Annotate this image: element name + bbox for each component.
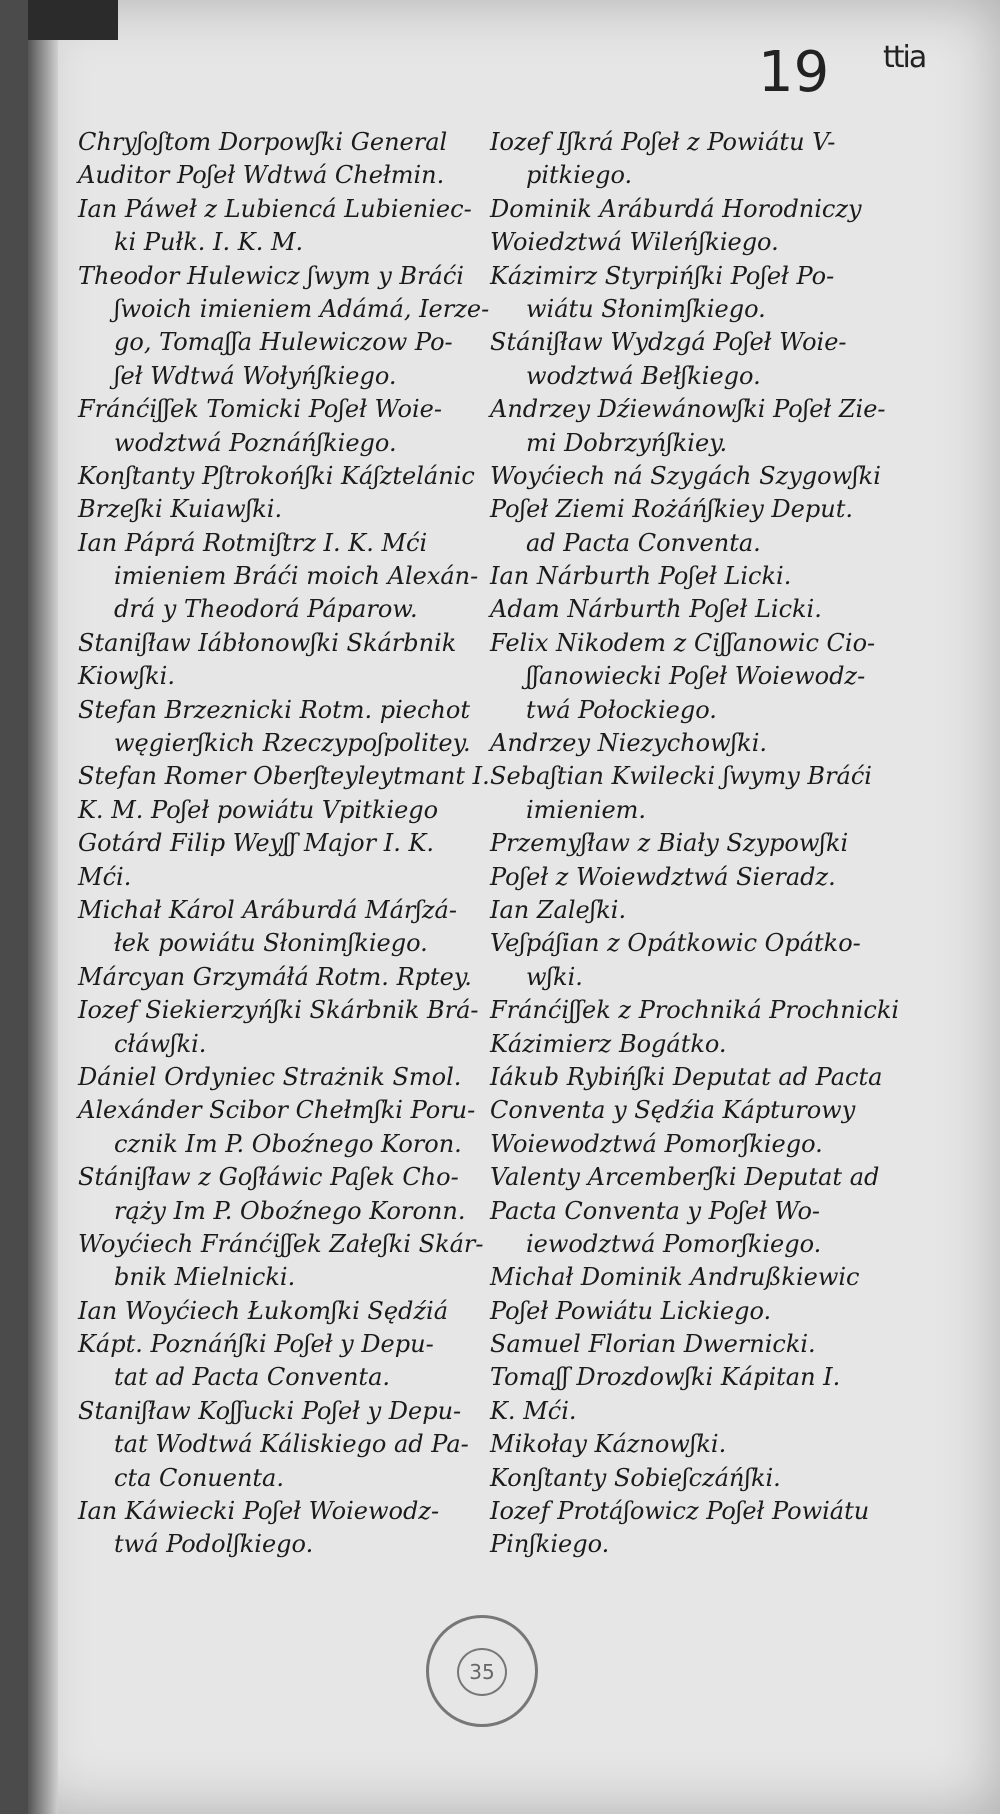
text-line: Dániel Ordyniec Strażnik Smol. <box>78 1062 462 1091</box>
text-line: Adam Nárburth Poʃeł Licki. <box>490 595 822 624</box>
text-line: Mći. <box>78 862 132 891</box>
text-line: Pacta Conventa y Poʃeł Wo- <box>490 1196 821 1225</box>
text-line: Kiowʃki. <box>78 662 175 691</box>
text-line: imieniem Bráći moich Alexán- <box>114 562 479 591</box>
text-line: Staniʃław Koʃʃucki Poʃeł y Depu- <box>78 1396 462 1425</box>
text-line: ʃʃanowiecki Poʃeł Woiewodz- <box>526 662 866 691</box>
text-line: Konʃtanty Sobieʃczáńʃki. <box>490 1463 781 1492</box>
text-line: wʃki. <box>526 962 583 991</box>
text-line: Michał Károl Aráburdá Márʃzá- <box>78 895 457 924</box>
binding-corner <box>28 0 118 40</box>
text-line: pitkiego. <box>526 161 633 190</box>
text-line: go, Tomaʃʃa Hulewiczow Po- <box>114 328 453 357</box>
text-line: Valenty Arcemberʃki Deputat ad <box>490 1163 880 1192</box>
text-line: Poʃeł Ziemi Rożáńʃkiey Deput. <box>490 495 853 524</box>
text-line: cta Conuenta. <box>114 1463 284 1492</box>
page-edge-shadow <box>28 40 58 1814</box>
text-line: Stefan Romer Oberʃteyleytmant I. <box>78 762 490 791</box>
text-line: Woyćiech ná Szygách Szygowʃki <box>490 461 881 490</box>
text-line: Iákub Rybińʃki Deputat ad Pacta <box>490 1062 883 1091</box>
text-line: Iozef Siekierzyńʃki Skárbnik Brá- <box>78 996 479 1025</box>
text-line: Dominik Aráburdá Horodniczy <box>490 194 862 223</box>
text-line: ʃwoich imieniem Adámá, Ierze- <box>114 294 490 323</box>
text-line: Márcyan Grzymáłá Rotm. Rptey. <box>78 962 472 991</box>
text-line: drá y Theodorá Páparow. <box>114 595 418 624</box>
folio-number: 19 <box>758 40 830 105</box>
text-line: węgierʃkich Rzeczypoʃpolitey. <box>114 729 471 758</box>
text-line: Sebaʃtian Kwilecki ʃwymy Bráći <box>490 762 872 791</box>
text-line: Veʃpáʃian z Opátkowic Opátko- <box>490 929 861 958</box>
text-line: Ian Páweł z Lubiencá Lubieniec- <box>78 194 472 223</box>
text-line: Theodor Hulewicz ʃwym y Bráći <box>78 261 464 290</box>
text-line: cłáwʃki. <box>114 1029 207 1058</box>
text-line: tat ad Pacta Conventa. <box>114 1363 390 1392</box>
text-line: Iozef Protáʃowicz Poʃeł Powiátu <box>490 1497 870 1526</box>
text-line: Ian Zaleʃki. <box>490 895 627 924</box>
text-line: Kázimirz Styrpińʃki Poʃeł Po- <box>490 261 835 290</box>
text-line: Ian Páprá Rotmiʃtrz I. K. Mći <box>78 528 428 557</box>
text-line: Mikołay Káznowʃki. <box>490 1430 727 1459</box>
text-line: Ian Woyćiech Łukomʃki Sędźiá <box>78 1296 449 1325</box>
text-line: K. Mći. <box>490 1396 577 1425</box>
text-line: Przemyʃław z Biały Szypowʃki <box>490 829 849 858</box>
text-line: cznik Im P. Oboźnego Koron. <box>114 1129 462 1158</box>
text-line: Konʃtanty Pʃtrokońʃki Káʃztelánic <box>78 461 475 490</box>
text-line: Staniʃław Iábłonowʃki Skárbnik <box>78 628 457 657</box>
text-line: Kázimierz Bogátko. <box>490 1029 727 1058</box>
text-line: Pinʃkiego. <box>490 1530 610 1559</box>
text-line: Stániʃław z Goʃłáwic Paʃek Cho- <box>78 1163 459 1192</box>
text-line: Woiedztwá Wileńʃkiego. <box>490 228 779 257</box>
right-column <box>490 126 920 1562</box>
text-line: ʃeł Wdtwá Wołyńʃkiego. <box>114 361 397 390</box>
text-line: łek powiátu Słonimʃkiego. <box>114 929 428 958</box>
stamp-number: 35 <box>457 1648 507 1696</box>
text-line: Fránćiʃʃek Tomicki Poʃeł Woie- <box>78 395 442 424</box>
text-line: Brzeʃki Kuiawʃki. <box>78 495 283 524</box>
text-line: Ian Nárburth Poʃeł Licki. <box>490 562 792 591</box>
text-line: Samuel Florian Dwernicki. <box>490 1330 816 1359</box>
text-line: Felix Nikodem z Ciʃʃanowic Cio- <box>490 628 876 657</box>
archive-stamp <box>426 1615 538 1727</box>
text-line: wodztwá Bełʃkiego. <box>526 361 761 390</box>
text-line: bnik Mielnicki. <box>114 1263 296 1292</box>
text-line: Ian Káwiecki Poʃeł Woiewodz- <box>78 1497 440 1526</box>
text-line: Gotárd Filip Weyʃʃ Major I. K. <box>78 829 435 858</box>
text-line: ad Pacta Conventa. <box>526 528 761 557</box>
text-line: Conventa y Sędźia Kápturowy <box>490 1096 856 1125</box>
folio-annotation: ttia <box>883 40 926 75</box>
text-line: Fránćiʃʃek z Prochniká Prochnicki <box>490 996 900 1025</box>
text-line: wodztwá Poznáńʃkiego. <box>114 428 397 457</box>
text-line: tat Wodtwá Káliskiego ad Pa- <box>114 1430 469 1459</box>
text-line: K. M. Poʃeł powiátu Vpitkiego <box>78 795 439 824</box>
text-line: Tomaʃʃ Drozdowʃki Kápitan I. <box>490 1363 841 1392</box>
text-line: ki Pułk. I. K. M. <box>114 228 304 257</box>
text-line: Chryʃoʃtom Dorpowʃki General <box>78 128 448 156</box>
text-line: mi Dobrzyńʃkiey. <box>526 428 728 457</box>
text-line: Kápt. Poznáńʃki Poʃeł y Depu- <box>78 1330 434 1359</box>
text-line: Poʃeł Powiátu Lickiego. <box>490 1296 772 1325</box>
text-line: iewodztwá Pomorʃkiego. <box>526 1229 822 1258</box>
text-line: wiátu Słonimʃkiego. <box>526 294 766 323</box>
text-line: Stániʃław Wydzgá Poʃeł Woie- <box>490 328 847 357</box>
text-line: Stefan Brzeznicki Rotm. piechot <box>78 695 471 724</box>
text-line: Andrzey Dźiewánowʃki Poʃeł Zie- <box>490 395 886 424</box>
text-line: Woyćiech Fránćiʃʃek Załeʃki Skár- <box>78 1229 484 1258</box>
text-line: Alexánder Scibor Chełmʃki Poru- <box>78 1096 476 1125</box>
text-line: Auditor Poʃeł Wdtwá Chełmin. <box>78 161 445 190</box>
document-page <box>28 0 1000 1814</box>
text-line: Michał Dominik Andrußkiewic <box>490 1263 860 1292</box>
text-line: Poʃeł z Woiewdztwá Sieradz. <box>490 862 836 891</box>
text-line: rąży Im P. Oboźnego Koronn. <box>114 1196 466 1225</box>
left-column <box>78 126 508 1562</box>
text-line: Iozef Iʃkrá Poʃeł z Powiátu V- <box>490 128 836 156</box>
text-line: twá Połockiego. <box>526 695 717 724</box>
text-line: Woiewodztwá Pomorʃkiego. <box>490 1129 823 1158</box>
text-line: imieniem. <box>526 795 647 824</box>
text-line: Andrzey Niezychowʃki. <box>490 729 767 758</box>
text-line: twá Podolʃkiego. <box>114 1530 314 1559</box>
